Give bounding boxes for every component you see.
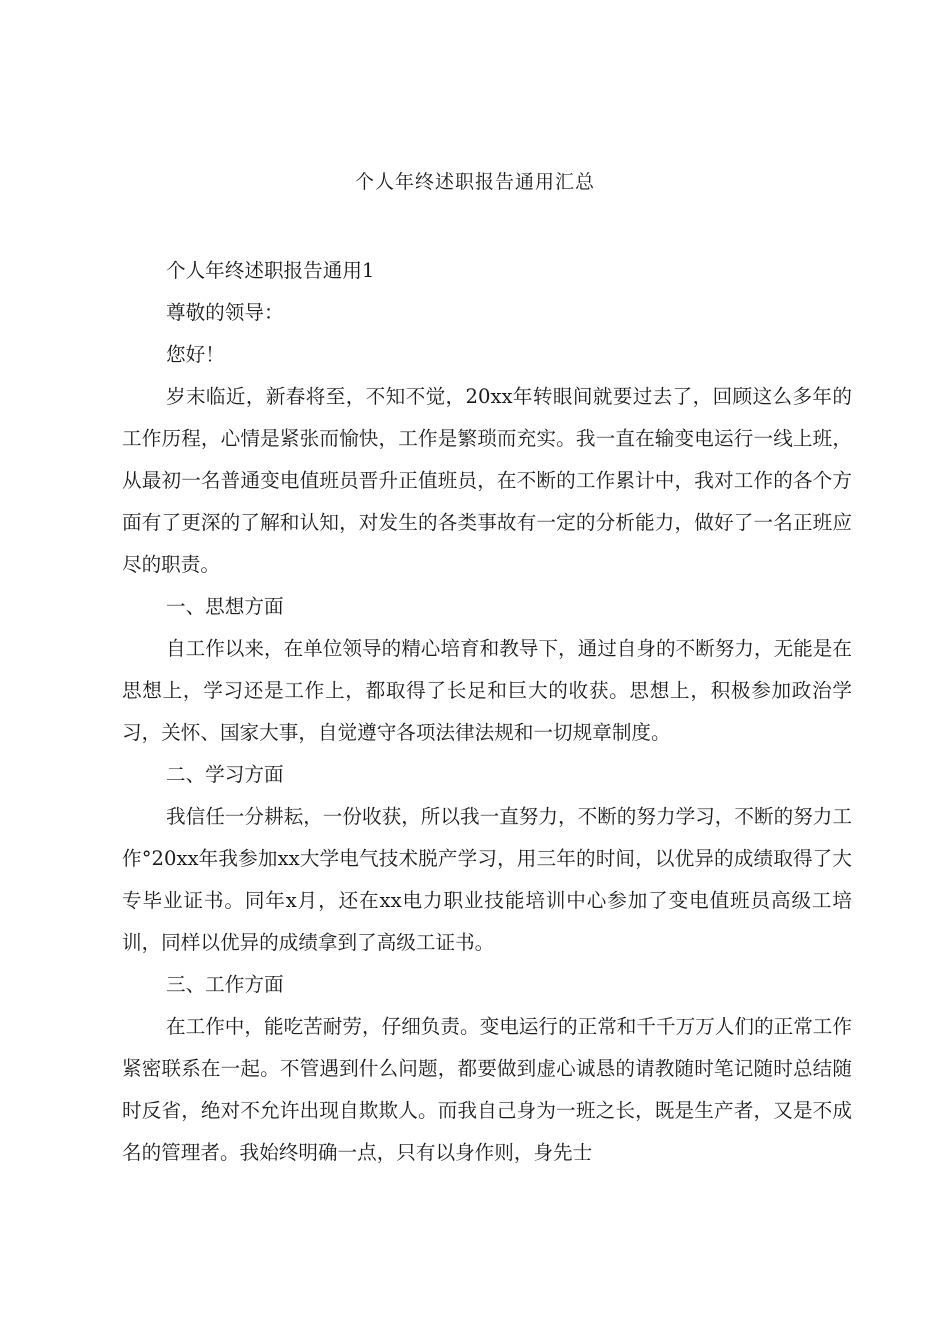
document-title: 个人年终述职报告通用汇总 (354, 171, 595, 193)
greeting: 您好！ (166, 343, 225, 366)
document-body (122, 250, 852, 1174)
salutation: 尊敬的领导： (166, 301, 284, 324)
study-paragraph: 我信任一分耕耘，一份收获，所以我一直努力，不断的努力学习，不断的努力工作°20xx年我参加xx大学电气技术脱产学习，用三年的时间，以优异的成绩取得了大专毕业证书。同年x月，还在xx电力职业技能培训中心参加了变电值班员高级工培训，同样以优异的成绩拿到了高级工证书。 (122, 805, 852, 954)
section-heading-thought: 一、思想方面 (166, 595, 284, 618)
section-heading-report-1: 个人年终述职报告通用1 (166, 259, 375, 282)
thought-paragraph: 自工作以来，在单位领导的精心培育和教导下，通过自身的不断努力，无能是在思想上，学习还是工作上，都取得了长足和巨大的收获。思想上，积极参加政治学习，关怀、国家大事，自觉遵守各项法律法规和一切规章制度。 (122, 637, 852, 744)
work-paragraph: 在工作中，能吃苦耐劳，仔细负责。变电运行的正常和千千万万人们的正常工作紧密联系在一起。不管遇到什么问题，都要做到虚心诚恳的请教随时笔记随时总结随时反省，绝对不允许出现自欺欺人。而我自己身为一班之长，既是生产者，又是不成名的管理者。我始终明确一点，只有以身作则，身先士 (122, 1015, 852, 1164)
intro-paragraph: 岁末临近，新春将至，不知不觉，20xx年转眼间就要过去了，回顾这么多年的工作历程，心情是紧张而愉快，工作是繁琐而充实。我一直在输变电运行一线上班，从最初一名普通变电值班员晋升正值班员，在不断的工作累计中，我对工作的各个方面有了更深的了解和认知，对发生的各类事故有一定的分析能力，做好了一名正班应尽的职责。 (122, 385, 852, 576)
section-heading-work: 三、工作方面 (166, 973, 284, 996)
section-heading-study: 二、学习方面 (166, 763, 284, 786)
